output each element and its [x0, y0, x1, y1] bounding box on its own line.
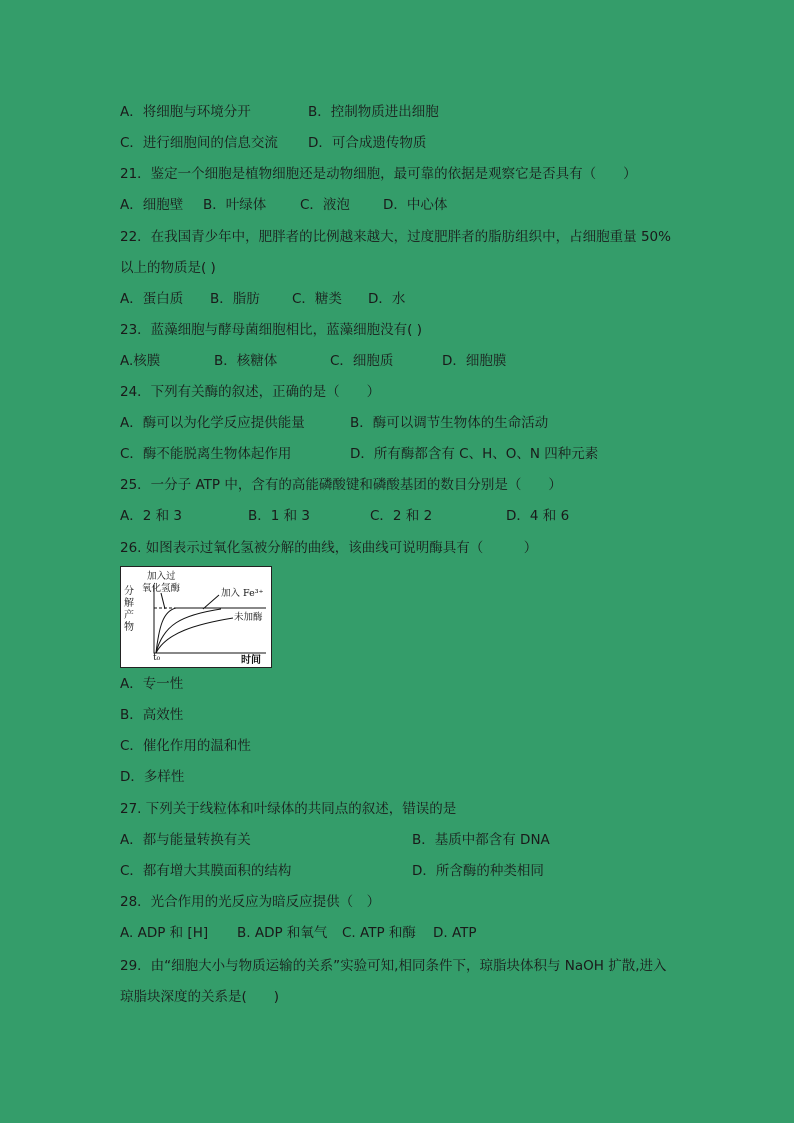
question-23: 23．蓝藻细胞与酵母菌细胞相比，蓝藻细胞没有( ) — [120, 322, 423, 338]
q28-option-d: D. ATP — [433, 925, 477, 941]
q28-option-b: B. ADP 和氧气 — [237, 925, 328, 941]
y-axis-label-2: 解 — [124, 598, 134, 609]
t0-label: t₀ — [153, 653, 161, 663]
q23-option-b: B．核糖体 — [214, 353, 278, 369]
q26-option-d: D．多样性 — [120, 769, 185, 785]
q21-option-c: C．液泡 — [300, 197, 350, 213]
q25-option-a: A．2 和 3 — [120, 508, 182, 524]
q26-option-a: A．专一性 — [120, 676, 184, 692]
q28-option-c: C. ATP 和酶 — [342, 925, 416, 941]
fe-label-pointer — [203, 595, 219, 609]
enzyme-label-line-2: 氧化氢酶 — [142, 583, 181, 594]
curve-no-enzyme — [156, 618, 233, 653]
question-22-line-2: 以上的物质是( ) — [120, 260, 216, 276]
q25-option-d: D．4 和 6 — [506, 508, 570, 524]
reaction-curve-svg — [121, 567, 271, 667]
q21-option-a: A．细胞壁 — [120, 197, 184, 213]
q24-option-c: C．酶不能脱离生物体起作用 — [120, 446, 292, 462]
q22-option-a: A．蛋白质 — [120, 291, 184, 307]
q27-option-c: C．都有增大其膜面积的结构 — [120, 863, 292, 879]
question-29-line-1: 29．由“细胞大小与物质运输的关系”实验可知,相同条件下，琼脂块体积与 NaOH 扩散,进入 — [120, 958, 667, 974]
y-axis-label-3: 产 — [124, 610, 134, 621]
q24-option-b: B．酶可以调节生物体的生命活动 — [350, 415, 549, 431]
question-29-line-2: 琼脂块深度的关系是( ) — [120, 989, 280, 1005]
q24-option-d: D．所有酶都含有 C、H、O、N 四种元素 — [350, 446, 599, 462]
q20-option-d: D．可合成遗传物质 — [308, 135, 427, 151]
question-25: 25．一分子 ATP 中，含有的高能磷酸键和磷酸基团的数目分别是（ ） — [120, 477, 562, 493]
y-axis-label-1: 分 — [124, 586, 134, 597]
q23-option-d: D．细胞膜 — [442, 353, 507, 369]
q27-option-d: D．所含酶的种类相同 — [412, 863, 544, 879]
question-21: 21．鉴定一个细胞是植物细胞还是动物细胞，最可靠的依据是观察它是否具有（ ） — [120, 166, 637, 182]
q23-option-c: C．细胞质 — [330, 353, 394, 369]
q21-option-b: B．叶绿体 — [203, 197, 267, 213]
question-28: 28．光合作用的光反应为暗反应提供（ ） — [120, 894, 381, 910]
q21-option-d: D．中心体 — [383, 197, 448, 213]
fe-label: 加入 Fe³⁺ — [221, 588, 264, 599]
enzyme-label-line-1: 加入过 — [147, 571, 176, 582]
q28-option-a: A. ADP 和 [H] — [120, 925, 209, 941]
question-27: 27. 下列关于线粒体和叶绿体的共同点的叙述，错误的是 — [120, 801, 457, 817]
question-22-line-1: 22．在我国青少年中，肥胖者的比例越来越大，过度肥胖者的脂肪组织中，占细胞重量 50% — [120, 229, 671, 245]
q23-option-a: A.核膜 — [120, 353, 161, 369]
q27-option-b: B．基质中都含有 DNA — [412, 832, 550, 848]
question-26: 26. 如图表示过氧化氢被分解的曲线，该曲线可说明酶具有（ ） — [120, 540, 538, 556]
y-axis-label-4: 物 — [124, 622, 134, 633]
q20-option-b: B．控制物质进出细胞 — [308, 104, 439, 120]
q20-option-c: C．进行细胞间的信息交流 — [120, 135, 278, 151]
q25-option-c: C．2 和 2 — [370, 508, 433, 524]
q22-option-d: D．水 — [368, 291, 406, 307]
q25-option-b: B．1 和 3 — [248, 508, 311, 524]
q22-option-b: B．脂肪 — [210, 291, 260, 307]
q20-option-a: A．将细胞与环境分开 — [120, 104, 251, 120]
enzyme-label-pointer — [161, 593, 165, 609]
q22-option-c: C．糖类 — [292, 291, 342, 307]
q26-option-b: B．高效性 — [120, 707, 184, 723]
x-axis-label: 时间 — [241, 655, 261, 666]
no-enzyme-label: 未加酶 — [234, 612, 263, 623]
q24-option-a: A．酶可以为化学反应提供能量 — [120, 415, 305, 431]
q26-option-c: C．催化作用的温和性 — [120, 738, 251, 754]
question-24: 24．下列有关酶的叙述，正确的是（ ） — [120, 384, 381, 400]
q27-option-a: A．都与能量转换有关 — [120, 832, 251, 848]
reaction-curve-figure — [120, 566, 272, 668]
